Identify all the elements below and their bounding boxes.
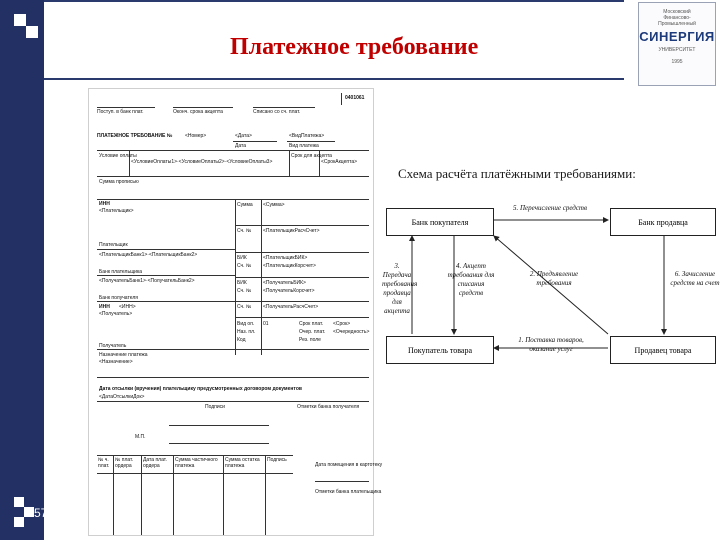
step-6-label: 6. Зачисление средств на счет <box>670 270 720 287</box>
step-2-label: 2. Предъявление требования <box>529 270 579 287</box>
sidebar-square-decoration <box>14 517 24 527</box>
box-buyer: Покупатель товара <box>386 336 494 364</box>
form-code: 0401061 <box>345 95 365 101</box>
sidebar-square-decoration <box>14 497 24 507</box>
top-rule <box>44 0 624 2</box>
payment-request-form: 0401061 Поступ. в банк плат. Оконч. срока акцепта Списано со сч. плат. ПЛАТЕЖНОЕ ТРЕБОВАНИЕ № <Номер> <Дата> <ВидПлатежа> Дата Вид платежа Условие оплаты <УсловиеОплаты1>·<УсловиеОплаты2>·<УсловиеОплаты3> Срок для акцепта <СрокАкцепта> Сумма прописью ИНН <Плательщик> Сумма <Сумма> Сч. № <ПлательщикРасчСчет> Плательщик <ПлательщикБанк1>·<ПлательщикБанк2> БИК <ПлательщикБИК> Сч. № <ПлательщикКорсчет> Банк плательщика <ПолучательБанк1>·<ПолучательБанк2> БИК <ПолучательБИК> Сч. № <ПолучательКорсчет> Банк получателя ИНН <ИНН> <Получатель> Сч. № <ПолучательРасчСчет> Вид оп. 01 Срок плат. <Срок> Наз. пл. Очер. плат. <Очередность> Код Рез. поле Получатель Назначение платежа <Назначение> Дата отсылки (вручения) плательщику предусмотренных договором документов <ДатаОтсылкиДок> Подписи Отметки банка получателя М.П. № ч. плат. № плат. ордера Дата плат. ордера Сумма частичного платежа Сумма остатка платежа Подпись Дата помещения в картотеку Отметки банка плательщика <box>88 88 374 536</box>
page-number: 57 <box>34 506 48 520</box>
slide-sidebar <box>0 0 44 540</box>
sidebar-square-decoration <box>26 26 38 38</box>
box-seller-bank: Банк продавца <box>610 208 716 236</box>
step-5-label: 5. Перечисление средств <box>512 204 588 212</box>
box-buyer-bank: Банк покупателя <box>386 208 494 236</box>
step-1-label: 1. Поставка товаров, оказание услуг <box>518 336 584 353</box>
form-doc-title: ПЛАТЕЖНОЕ ТРЕБОВАНИЕ № <box>97 133 173 139</box>
title-rule <box>44 78 624 80</box>
sidebar-square-decoration <box>24 507 34 517</box>
synergy-logo: Московский Финансово- Промышленный СИНЕРГИЯ УНИВЕРСИТЕТ 1995 <box>638 2 716 86</box>
box-seller: Продавец товара <box>610 336 716 364</box>
payment-scheme-diagram <box>382 190 720 372</box>
slide-title: Платежное требование <box>230 34 479 60</box>
scheme-title: Схема расчёта платёжными требованиями: <box>398 166 636 181</box>
sidebar-square-decoration <box>14 14 26 26</box>
step-3-label: 3. Передача требования продавца для акцепта <box>382 262 418 315</box>
step-4-label: 4. Акцепт требования для списания средств <box>447 262 495 297</box>
